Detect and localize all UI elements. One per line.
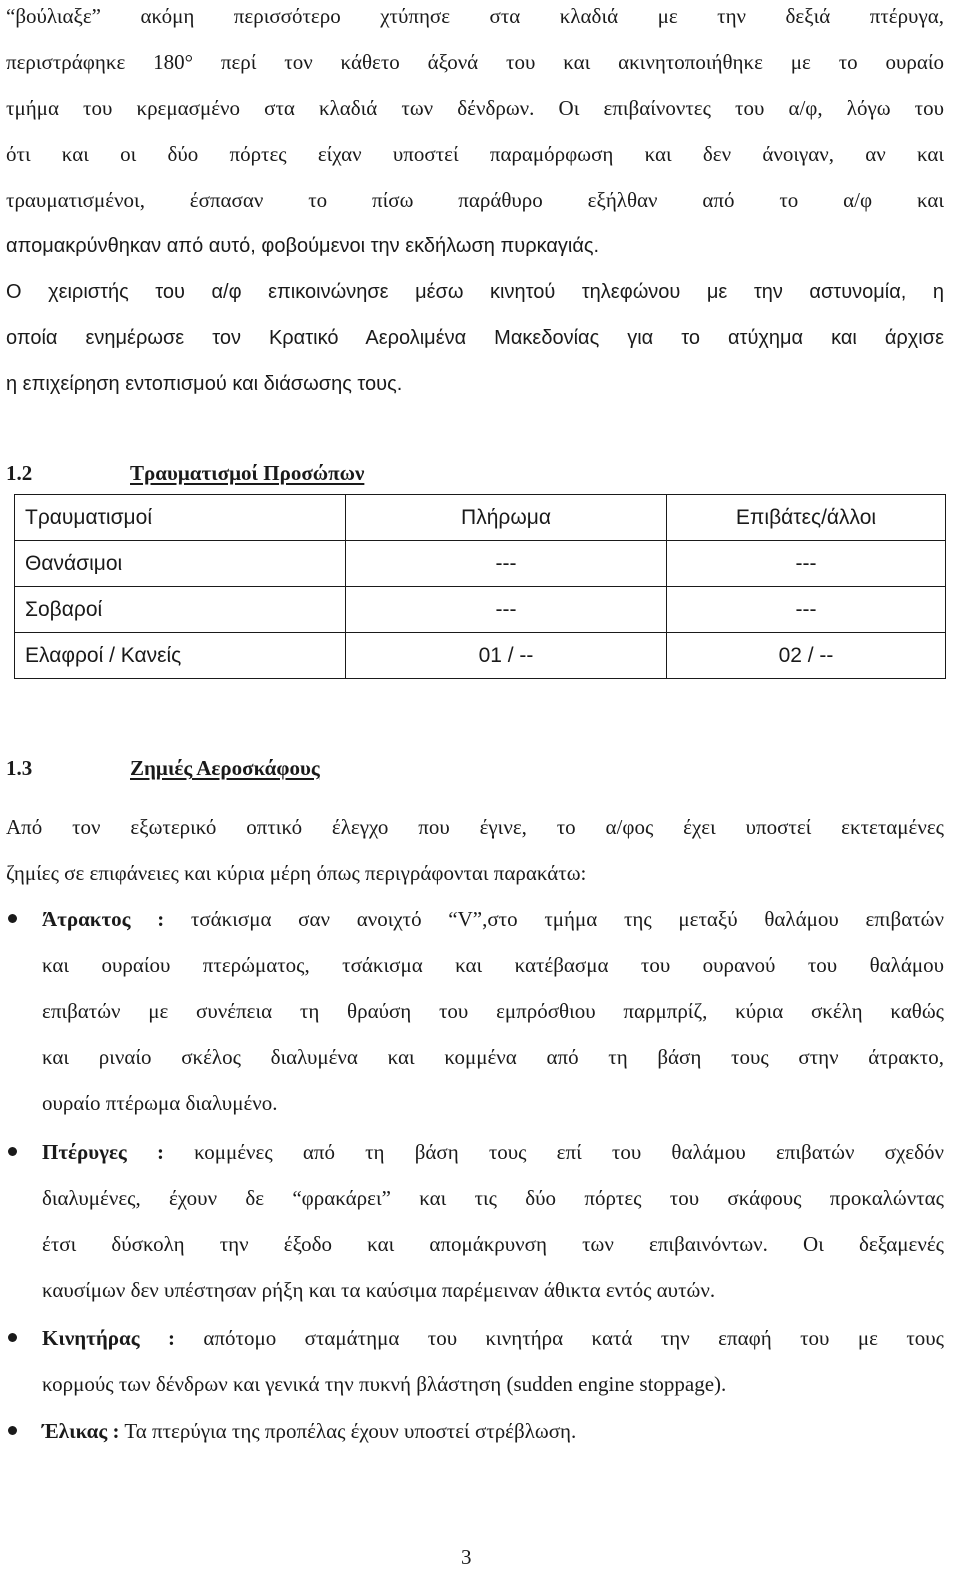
section-title: Τραυματισμοί Προσώπων	[130, 461, 365, 485]
list-item	[42, 1139, 944, 1165]
body-text-line: “βούλιαξε” ακόμη περισσότερο χτύπησε στα κλαδιά με την δεξιά πτέρυγα,	[6, 4, 944, 28]
bullet-icon	[8, 914, 17, 923]
body-text-line: απομακρύνθηκαν από αυτό, φοβούμενοι την εκδήλωση πυρκαγιάς.	[6, 235, 600, 257]
table-header-cell: Τραυματισμοί	[15, 495, 346, 541]
list-item	[42, 1325, 944, 1351]
bullet-text-line: ουραίο πτέρωμα διαλυμένο.	[42, 1091, 278, 1115]
bullet-text: κομμένες από τη βάση τους επί του θαλάμου επιβατών σχεδόν	[163, 1140, 944, 1164]
bullet-text-line: επιβατών με συνέπεια τη θραύση του εμπρόσθιου παρμπρίζ, κύρια σκέλη καθώς	[42, 999, 944, 1023]
table-cell: Θανάσιμοι	[15, 541, 346, 587]
bullet-lead: Άτρακτος :	[42, 907, 165, 931]
bullet-icon	[8, 1333, 17, 1342]
table-cell: ---	[346, 541, 667, 587]
bullet-text: τσάκισμα σαν ανοιχτό “V”,στο τμήμα της μεταξύ θαλάμου επιβατών	[164, 907, 944, 931]
table-header-cell: Πλήρωμα	[346, 495, 667, 541]
body-text-line: η επιχείρηση εντοπισμού και διάσωσης τους.	[6, 373, 403, 395]
body-text-line: Ο χειριστής του α/φ επικοινώνησε μέσω κινητού τηλεφώνου με την αστυνομία, η	[6, 281, 944, 303]
bullet-lead: Έλικας :	[42, 1419, 120, 1443]
table-row	[15, 541, 946, 587]
body-text-line: οποία ενημέρωσε τον Κρατικό Αερολιμένα Μακεδονίας για το ατύχημα και άρχισε	[6, 327, 944, 349]
bullet-lead: Πτέρυγες :	[42, 1140, 164, 1164]
table-cell: Ελαφροί / Κανείς	[15, 633, 346, 679]
table-row	[15, 587, 946, 633]
bullet-text-line: και ουραίου πτερώματος, τσάκισμα και κατέβασμα του ουρανού του θαλάμου	[42, 953, 944, 977]
list-item	[42, 906, 944, 932]
table-header-row	[15, 495, 946, 541]
table-cell: ---	[667, 587, 946, 633]
table-header-cell: Επιβάτες/άλλοι	[667, 495, 946, 541]
body-text-line: τμήμα του κρεμασμένο στα κλαδιά των δένδρων. Οι επιβαίνοντες του α/φ, λόγω του	[6, 96, 944, 120]
section-title: Ζημιές Αεροσκάφους	[130, 756, 320, 780]
table-cell: ---	[346, 587, 667, 633]
bullet-text: Τα πτερύγια της προπέλας έχουν υποστεί στρέβλωση.	[119, 1419, 577, 1443]
section-number: 1.2	[6, 461, 33, 485]
bullet-text-line: καυσίμων δεν υπέστησαν ρήξη και τα καύσιμα παρέμειναν άθικτα εντός αυτών.	[42, 1278, 716, 1302]
section-number: 1.3	[6, 756, 33, 780]
section-heading-1-2	[6, 460, 364, 486]
body-text-line: περιστράφηκε 180° περί τον κάθετο άξονά του και ακινητοποιήθηκε με το ουραίο	[6, 50, 944, 74]
bullet-icon	[8, 1147, 17, 1156]
section-heading-1-3	[6, 755, 320, 781]
table-row	[15, 633, 946, 679]
table-cell: 01 / --	[346, 633, 667, 679]
body-text-line: τραυματισμένοι, έσπασαν το πίσω παράθυρο εξήλθαν από το α/φ και	[6, 188, 944, 212]
table-cell: Σοβαροί	[15, 587, 346, 633]
table-cell: ---	[667, 541, 946, 587]
bullet-text-line: έτσι δύσκολη την έξοδο και απομάκρυνση των επιβαινόντων. Οι δεξαμενές	[42, 1232, 944, 1256]
bullet-text-line: και ριναίο σκέλος διαλυμένα και κομμένα από τη βάση τους στην άτρακτο,	[42, 1045, 944, 1069]
bullet-text-line: διαλυμένες, έχουν δε “φρακάρει” και τις δύο πόρτες του σκάφους προκαλώντας	[42, 1186, 944, 1210]
table-cell: 02 / --	[667, 633, 946, 679]
body-text-line: Από τον εξωτερικό οπτικό έλεγχο που έγινε, το α/φος έχει υποστεί εκτεταμένες	[6, 815, 944, 839]
body-text-line: ζημίες σε επιφάνειες και κύρια μέρη όπως περιγράφονται παρακάτω:	[6, 861, 587, 885]
body-text-line: ότι και οι δύο πόρτες είχαν υποστεί παραμόρφωση και δεν άνοιγαν, αν και	[6, 142, 944, 166]
bullet-lead: Κινητήρας :	[42, 1326, 175, 1350]
bullet-icon	[8, 1426, 17, 1435]
list-item	[42, 1418, 944, 1444]
page-number: 3	[461, 1545, 472, 1569]
injuries-table	[14, 494, 946, 679]
bullet-text: απότομο σταμάτημα του κινητήρα κατά την επαφή του με τους	[175, 1326, 944, 1350]
bullet-text-line: κορμούς των δένδρων και γενικά την πυκνή βλάστηση (sudden engine stoppage).	[42, 1372, 727, 1396]
